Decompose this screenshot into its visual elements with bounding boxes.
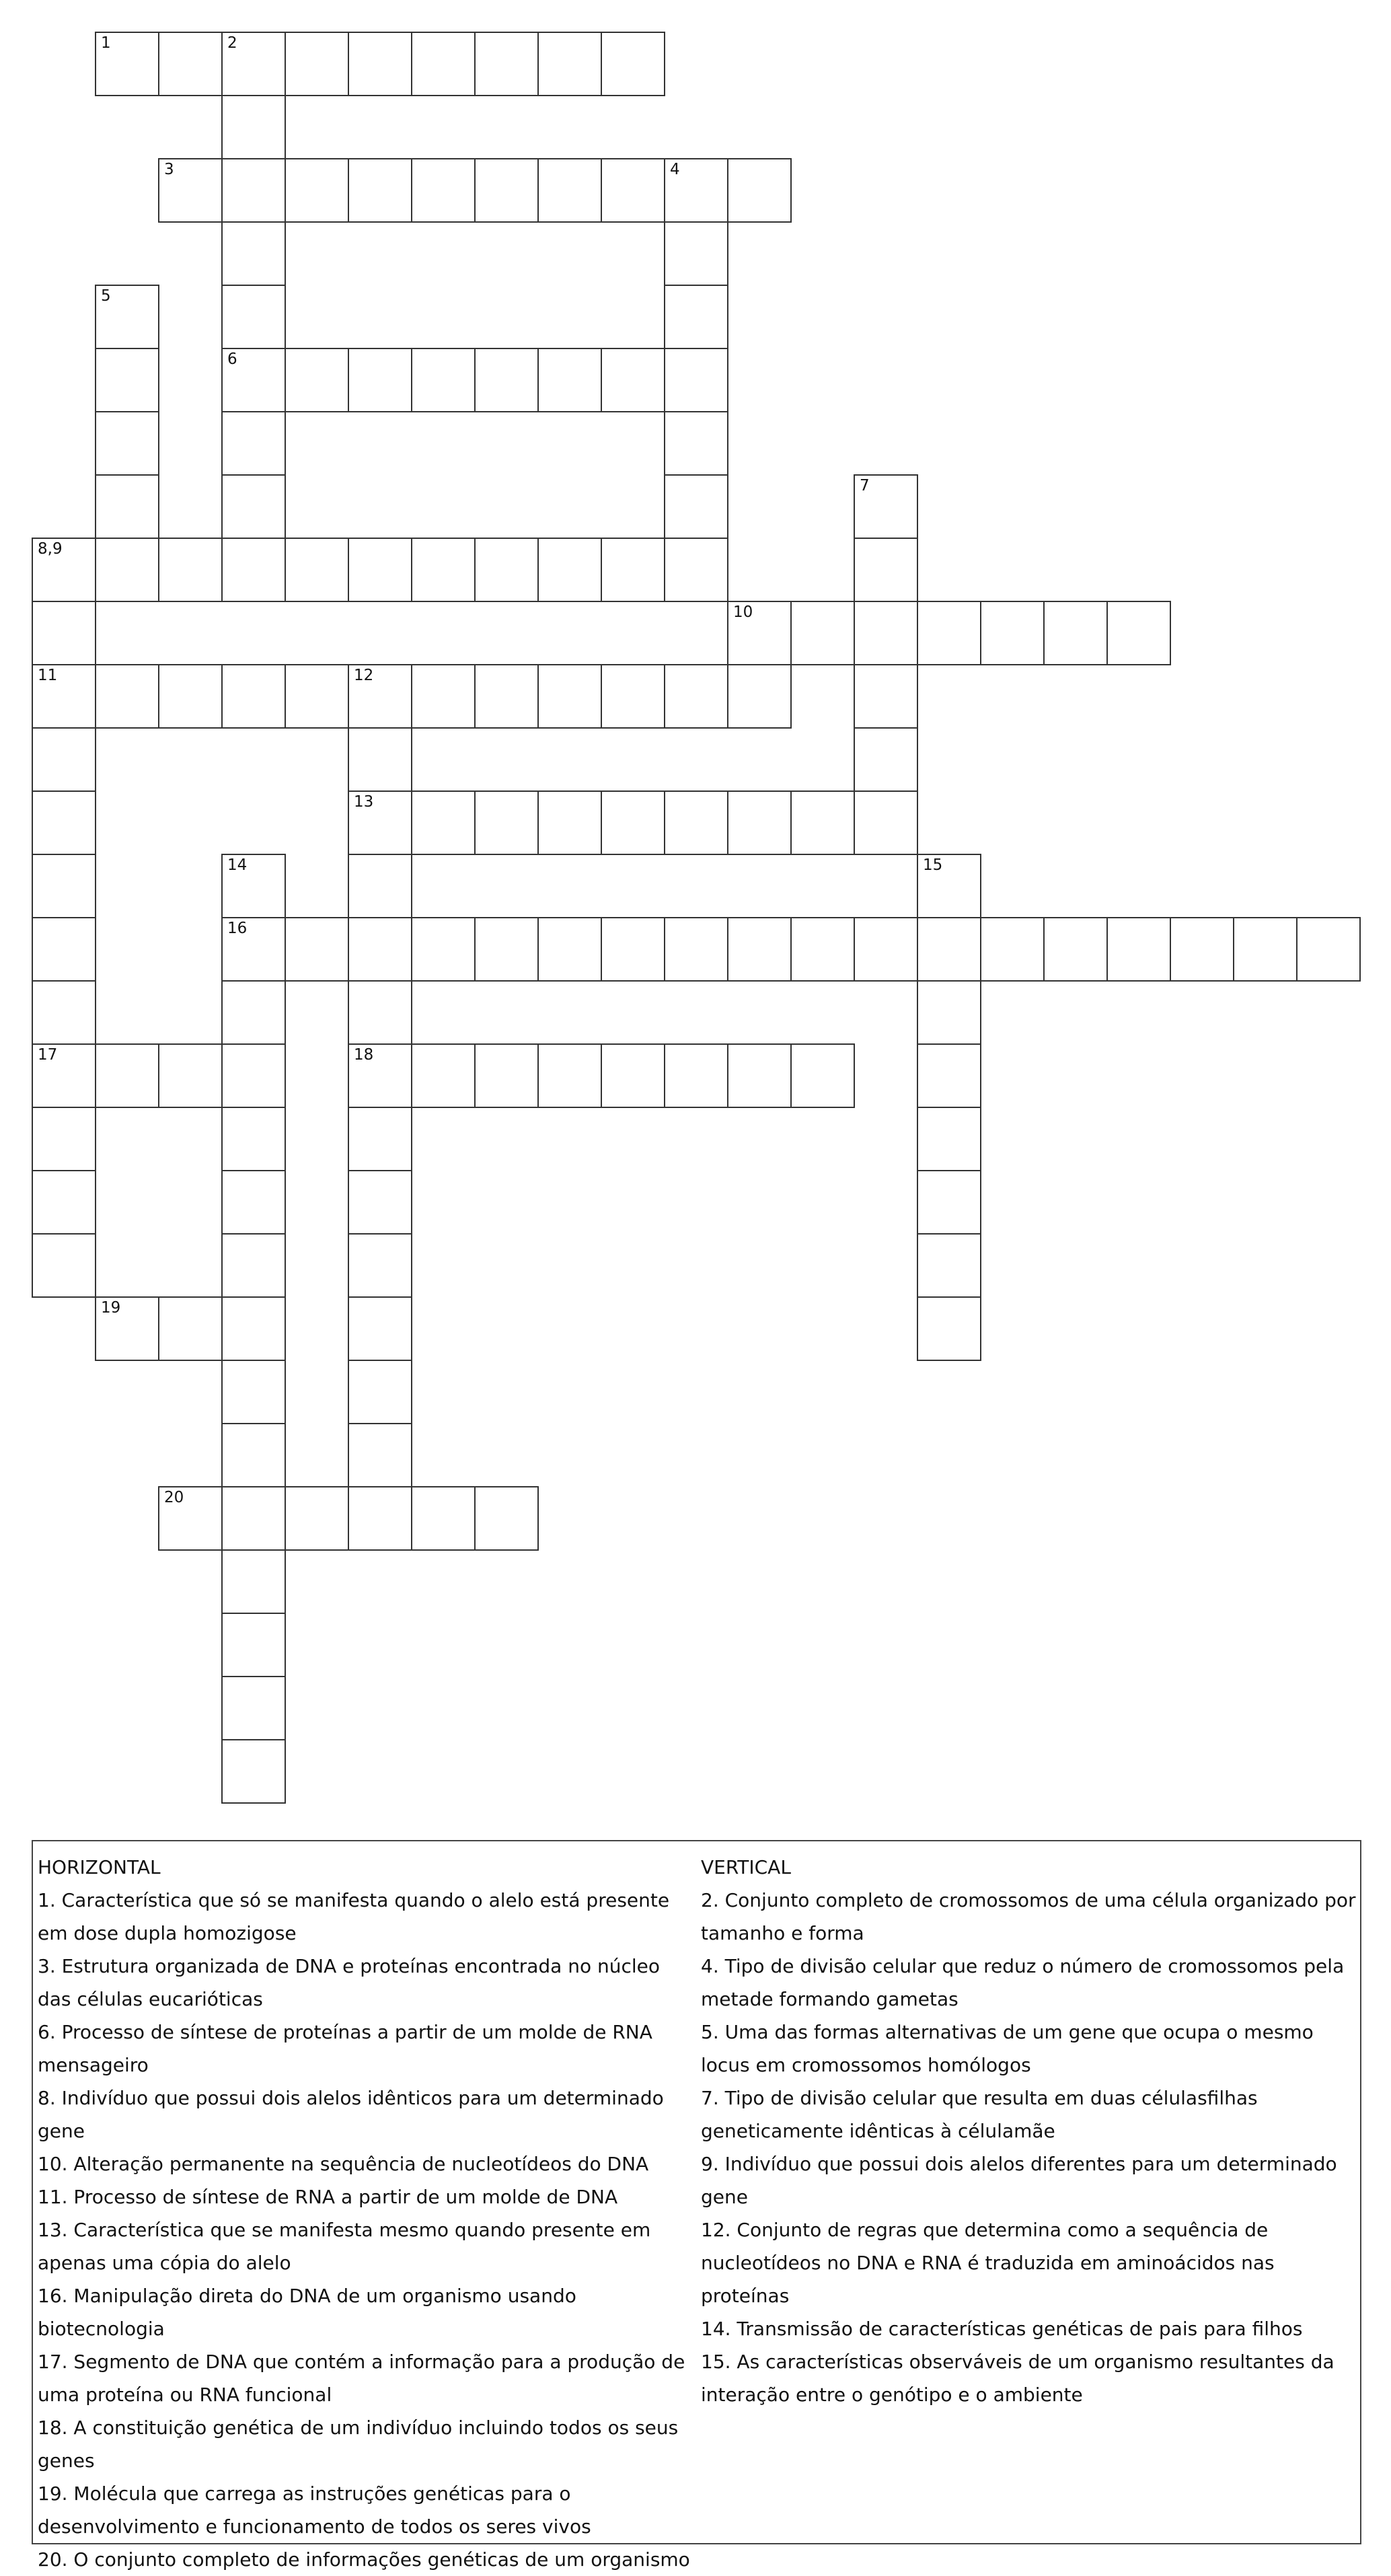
crossword-cell[interactable] [348,664,412,729]
crossword-cell[interactable] [221,1486,286,1551]
crossword-cell[interactable] [221,1233,286,1298]
crossword-cell[interactable] [664,285,728,349]
crossword-cell[interactable] [348,727,412,792]
crossword-cell[interactable] [601,158,665,223]
across-clue: 10. Alteração permanente na sequência de nucleotídeos do DNA [38,2153,649,2175]
crossword-cell[interactable] [348,1043,412,1108]
crossword-cell[interactable] [221,980,286,1045]
crossword-cell[interactable] [727,917,792,982]
crossword-cell[interactable] [727,664,792,729]
crossword-cell[interactable] [95,664,159,729]
crossword-cell[interactable] [474,1486,539,1551]
crossword-cell[interactable] [917,601,981,665]
crossword-cell[interactable] [95,32,159,96]
crossword-cell[interactable] [32,854,96,918]
crossword-cell[interactable] [727,1043,792,1108]
crossword-cell[interactable] [32,1107,96,1171]
across-clue: 18. A constituição genética de um indivíduo incluindo todos os seus genes [38,2417,679,2472]
crossword-cell[interactable] [411,1043,476,1108]
crossword-cell[interactable] [348,538,412,602]
crossword-cell[interactable] [980,917,1045,982]
crossword-cell[interactable] [917,1233,981,1298]
crossword-cell[interactable] [158,1486,223,1551]
crossword-cell[interactable] [474,158,539,223]
crossword-cell[interactable] [790,601,855,665]
crossword-cell[interactable] [664,158,728,223]
clue-number: 8,9 [38,540,63,558]
crossword-cell[interactable] [854,601,918,665]
crossword-cell[interactable] [411,1486,476,1551]
crossword-cell[interactable] [221,411,286,476]
crossword-cell[interactable] [285,917,349,982]
crossword-cell[interactable] [221,854,286,918]
crossword-cell[interactable] [917,1043,981,1108]
crossword-cell[interactable] [348,854,412,918]
crossword-cell[interactable] [32,601,96,665]
crossword-cell[interactable] [348,158,412,223]
crossword-cell[interactable] [221,1296,286,1361]
clue-number: 20 [164,1489,184,1506]
crossword-cell[interactable] [474,348,539,412]
across-heading: HORIZONTAL [38,1856,161,1878]
crossword-cell[interactable] [664,348,728,412]
crossword-cell[interactable] [285,32,349,96]
crossword-cell[interactable] [1296,917,1361,982]
crossword-cell[interactable] [917,854,981,918]
crossword-cell[interactable] [32,727,96,792]
clue-number: 10 [733,603,753,621]
clue-number: 19 [101,1299,121,1317]
crossword-cell[interactable] [348,790,412,855]
crossword-cell[interactable] [664,538,728,602]
crossword-cell[interactable] [158,664,223,729]
crossword-cell[interactable] [537,917,602,982]
clue-number: 11 [38,667,58,684]
crossword-cell[interactable] [95,348,159,412]
clue-number: 14 [227,856,248,874]
crossword-cell[interactable] [1106,601,1171,665]
crossword-cell[interactable] [854,917,918,982]
crossword-cell[interactable] [285,538,349,602]
crossword-cell[interactable] [95,1296,159,1361]
crossword-cell[interactable] [664,221,728,286]
crossword-cell[interactable] [664,1043,728,1108]
crossword-cell[interactable] [537,348,602,412]
crossword-cell[interactable] [790,917,855,982]
crossword-cell[interactable] [221,1739,286,1804]
clue-number: 16 [227,920,248,937]
clue-number: 17 [38,1046,58,1064]
clue-number: 13 [354,793,374,811]
crossword-cell[interactable] [664,917,728,982]
crossword-cell[interactable] [411,538,476,602]
down-clue: 14. Transmissão de características genéticas de pais para filhos [701,2318,1303,2340]
crossword-cell[interactable] [221,348,286,412]
crossword-cell[interactable] [95,411,159,476]
crossword-cell[interactable] [95,1043,159,1108]
crossword-cell[interactable] [854,474,918,539]
crossword-cell[interactable] [601,917,665,982]
crossword-cell[interactable] [537,538,602,602]
across-clue: 6. Processo de síntese de proteínas a partir de um molde de RNA mensageiro [38,2021,652,2076]
clue-number: 3 [164,161,174,178]
crossword-cell[interactable] [158,32,223,96]
crossword-cell[interactable] [917,917,981,982]
crossword-cell[interactable] [411,664,476,729]
crossword-cell[interactable] [285,158,349,223]
down-heading: VERTICAL [701,1856,791,1878]
crossword-cell[interactable] [285,664,349,729]
crossword-cell[interactable] [1043,601,1108,665]
across-clue: 1. Característica que só se manifesta quando o alelo está presente em dose dupla homozigose [38,1889,670,1944]
crossword-cell[interactable] [221,221,286,286]
crossword-cell[interactable] [411,158,476,223]
crossword-cell[interactable] [474,1043,539,1108]
crossword-cell[interactable] [221,1107,286,1171]
crossword-cell[interactable] [727,790,792,855]
crossword-cell[interactable] [664,664,728,729]
crossword-cell[interactable] [917,1107,981,1171]
crossword-cell[interactable] [285,1486,349,1551]
clue-number: 12 [354,667,374,684]
crossword-cell[interactable] [1233,917,1298,982]
across-clue: 16. Manipulação direta do DNA de um organismo usando biotecnologia [38,2285,576,2340]
crossword-cell[interactable] [221,1613,286,1677]
crossword-cell[interactable] [601,32,665,96]
across-clue: 17. Segmento de DNA que contém a informação para a produção de uma proteína ou RNA funcional [38,2351,685,2406]
crossword-cell[interactable] [32,1233,96,1298]
crossword-cell[interactable] [601,664,665,729]
crossword-cell[interactable] [348,980,412,1045]
crossword-cell[interactable] [32,664,96,729]
crossword-cell[interactable] [474,538,539,602]
down-clue: 12. Conjunto de regras que determina como a sequência de nucleotídeos no DNA e RNA é traduzida em aminoácidos nas proteínas [701,2219,1275,2307]
crossword-cell[interactable] [221,32,286,96]
crossword-cell[interactable] [158,538,223,602]
crossword-cell[interactable] [474,664,539,729]
crossword-cell[interactable] [601,538,665,602]
crossword-cell[interactable] [221,285,286,349]
crossword-cell[interactable] [664,411,728,476]
crossword-cell[interactable] [727,601,792,665]
clue-number: 7 [860,477,870,494]
down-clue: 15. As características observáveis de um organismo resultantes da interação entre o genótipo e o ambiente [701,2351,1334,2406]
crossword-cell[interactable] [32,538,96,602]
crossword-cell[interactable] [601,790,665,855]
clue-number: 18 [354,1046,374,1064]
crossword-cell[interactable] [854,664,918,729]
crossword-cell[interactable] [474,790,539,855]
crossword-cell[interactable] [411,917,476,982]
clue-number: 5 [101,287,111,305]
crossword-cell[interactable] [348,348,412,412]
down-clue: 5. Uma das formas alternativas de um gene que ocupa o mesmo locus em cromossomos homólogos [701,2021,1314,2076]
crossword-cell[interactable] [854,538,918,602]
crossword-cell[interactable] [221,917,286,982]
crossword-cell[interactable] [32,980,96,1045]
crossword-cell[interactable] [95,474,159,539]
crossword-cell[interactable] [790,1043,855,1108]
crossword-cell[interactable] [601,1043,665,1108]
crossword-cell[interactable] [917,1170,981,1235]
crossword-cell[interactable] [980,601,1045,665]
clues-box [32,1840,1361,2571]
crossword-cell[interactable] [348,1486,412,1551]
crossword-cell[interactable] [158,1296,223,1361]
crossword-cell[interactable] [221,95,286,159]
crossword-cell[interactable] [221,1676,286,1740]
across-clue: 11. Processo de síntese de RNA a partir de um molde de DNA [38,2186,618,2208]
crossword-cell[interactable] [411,790,476,855]
crossword-cell[interactable] [32,790,96,855]
crossword-cell[interactable] [221,158,286,223]
crossword-cell[interactable] [411,348,476,412]
crossword-cell[interactable] [348,1296,412,1361]
down-clue: 9. Indivíduo que possui dois alelos diferentes para um determinado gene [701,2153,1337,2208]
crossword-cell[interactable] [95,285,159,349]
crossword-cell[interactable] [1170,917,1234,982]
crossword-cell[interactable] [537,1043,602,1108]
crossword-cell[interactable] [1043,917,1108,982]
crossword-cell[interactable] [917,980,981,1045]
crossword-cell[interactable] [221,1043,286,1108]
crossword-cell[interactable] [221,664,286,729]
crossword-cell[interactable] [537,664,602,729]
crossword-cell[interactable] [537,32,602,96]
crossword-cell[interactable] [664,790,728,855]
crossword-cell[interactable] [285,348,349,412]
crossword-cell[interactable] [854,727,918,792]
crossword-cell[interactable] [664,474,728,539]
crossword-cell[interactable] [221,474,286,539]
crossword-cell[interactable] [158,1043,223,1108]
across-clue: 20. O conjunto completo de informações genéticas de um organismo [38,2548,690,2571]
across-clue: 3. Estrutura organizada de DNA e proteínas encontrada no núcleo das células eucarióticas [38,1955,661,2010]
crossword-cell[interactable] [32,917,96,982]
crossword-cell[interactable] [601,348,665,412]
clue-number: 15 [923,856,943,874]
across-clue: 13. Característica que se manifesta mesmo quando presente em apenas uma cópia do alelo [38,2219,651,2274]
crossword-cell[interactable] [221,1549,286,1614]
crossword-cell[interactable] [95,538,159,602]
crossword-cell[interactable] [348,1107,412,1171]
clue-number: 6 [227,351,237,368]
across-clue: 8. Indivíduo que possui dois alelos idênticos para um determinado gene [38,2087,664,2142]
crossword-cell[interactable] [854,790,918,855]
across-clue: 19. Molécula que carrega as instruções genéticas para o desenvolvimento e funcionamento de todos os seres vivos [38,2482,591,2538]
crossword-cell[interactable] [221,1360,286,1424]
crossword-cell[interactable] [221,1423,286,1487]
crossword-cell[interactable] [474,917,539,982]
crossword-cell[interactable] [348,32,412,96]
across-clues [38,1851,697,2576]
crossword-cell[interactable] [221,1170,286,1235]
crossword-cell[interactable] [348,1170,412,1235]
down-clue: 7. Tipo de divisão celular que resulta em duas célulasfilhas geneticamente idênticas à célulamãe [701,2087,1258,2142]
crossword-cell[interactable] [32,1043,96,1108]
down-clue: 4. Tipo de divisão celular que reduz o número de cromossomos pela metade formando gametas [701,1955,1345,2010]
crossword-cell[interactable] [348,1423,412,1487]
clue-number: 1 [101,34,111,52]
crossword-cell[interactable] [348,1360,412,1424]
crossword-cell[interactable] [1106,917,1171,982]
crossword-cell[interactable] [917,1296,981,1361]
down-clues [701,1851,1357,2411]
down-clue: 2. Conjunto completo de cromossomos de uma célula organizado por tamanho e forma [701,1889,1356,1944]
crossword-cell[interactable] [348,917,412,982]
crossword-cell[interactable] [537,158,602,223]
crossword-cell[interactable] [537,790,602,855]
crossword-cell[interactable] [158,158,223,223]
crossword-cell[interactable] [727,158,792,223]
crossword-cell[interactable] [348,1233,412,1298]
clue-number: 2 [227,34,237,52]
clue-number: 4 [670,161,680,178]
crossword-cell[interactable] [32,1170,96,1235]
crossword-cell[interactable] [411,32,476,96]
crossword-cell[interactable] [474,32,539,96]
crossword-cell[interactable] [790,790,855,855]
crossword-cell[interactable] [221,538,286,602]
